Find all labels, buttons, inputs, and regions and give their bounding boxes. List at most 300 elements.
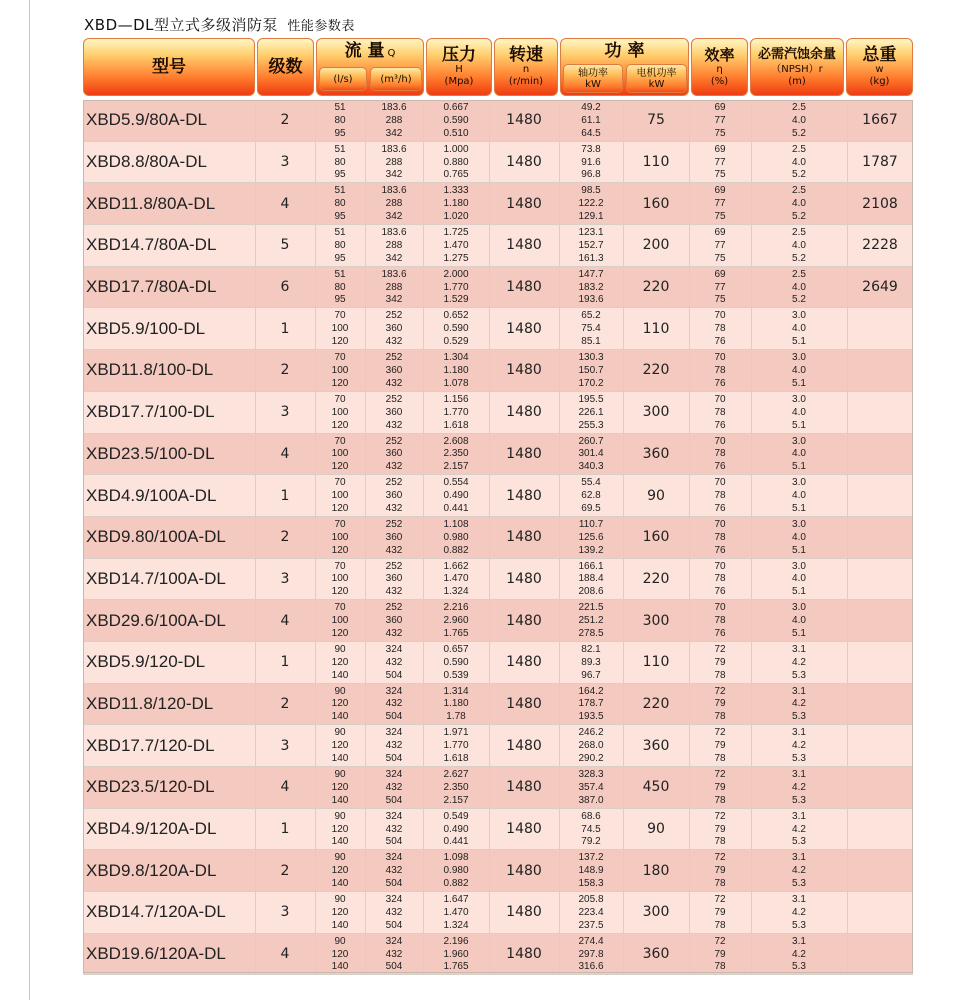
flow-m3h-value: 324 (385, 769, 403, 780)
efficiency-cell (689, 642, 751, 683)
efficiency-value: 76 (714, 336, 726, 348)
speed-cell: 1480 (506, 404, 542, 421)
shaft-power-value: 297.8 (578, 948, 604, 960)
npsh-value: 4.0 (792, 239, 806, 251)
efficiency-value: 69 (714, 102, 726, 113)
motor-power-cell: 90 (647, 821, 665, 838)
npsh-value: 5.3 (792, 711, 806, 723)
flow-m3h-value: 504 (385, 836, 403, 848)
shaft-power-value: 193.5 (578, 711, 604, 723)
efficiency-value: 78 (714, 406, 726, 418)
speed-cell: 1480 (506, 654, 542, 671)
head-value: 0.441 (443, 502, 469, 514)
flow-m3h-cell (365, 517, 423, 558)
npsh-value: 4.0 (792, 198, 806, 210)
efficiency-value: 78 (714, 615, 726, 627)
flow-ls-cell (315, 350, 365, 391)
stages-cell: 4 (280, 612, 290, 629)
head-value: 2.350 (443, 448, 469, 460)
efficiency-value: 70 (714, 560, 726, 572)
npsh-value: 5.2 (792, 127, 806, 139)
flow-ls-cell (315, 809, 365, 850)
flow-ls-value: 70 (334, 560, 346, 572)
flow-ls-value: 100 (331, 615, 349, 627)
flow-ls-cell (315, 892, 365, 933)
npsh-value: 3.0 (792, 310, 806, 322)
table-row (83, 934, 913, 976)
flow-m3h-value: 432 (385, 544, 403, 556)
flow-ls-value: 70 (334, 518, 346, 530)
flow-ls-value: 120 (331, 656, 349, 668)
motor-power-cell: 220 (642, 695, 670, 712)
npsh-value: 3.1 (792, 727, 806, 739)
flow-m3h-value: 504 (385, 669, 403, 681)
weight-cell (847, 809, 913, 850)
efficiency-value: 78 (714, 794, 726, 806)
table-row (83, 100, 913, 142)
npsh-value: 3.1 (792, 935, 806, 947)
head-cell (423, 517, 489, 558)
flow-ls-value: 70 (334, 352, 346, 364)
shaft-power-cell (559, 600, 623, 641)
flow-ls-value: 120 (331, 740, 349, 752)
flow-m3h-cell (365, 642, 423, 683)
weight-cell: 2108 (862, 195, 898, 212)
flow-m3h-value: 183.6 (381, 102, 407, 113)
speed-cell: 1480 (506, 779, 542, 796)
flow-ls-value: 90 (334, 894, 346, 906)
speed-cell: 1480 (506, 195, 542, 212)
efficiency-value: 75 (714, 252, 726, 264)
flow-ls-value: 120 (331, 906, 349, 918)
head-cell (423, 142, 489, 183)
table-row (83, 350, 913, 392)
head-cell (423, 684, 489, 725)
weight-cell (847, 392, 913, 433)
shaft-power-cell (559, 850, 623, 891)
flow-ls-value: 140 (331, 669, 349, 681)
npsh-value: 4.2 (792, 740, 806, 752)
shaft-power-value: 96.8 (581, 169, 601, 181)
table-row (83, 767, 913, 809)
stages-cell: 2 (280, 529, 290, 546)
flow-m3h-value: 288 (385, 239, 403, 251)
flow-m3h-value: 360 (385, 490, 403, 502)
flow-m3h-value: 432 (385, 906, 403, 918)
speed-cell: 1480 (506, 737, 542, 754)
page-left-rule (29, 0, 30, 1000)
efficiency-value: 79 (714, 823, 726, 835)
speed-cell: 1480 (506, 529, 542, 546)
flow-ls-value: 120 (331, 627, 349, 639)
flow-ls-value: 80 (334, 114, 346, 126)
npsh-value: 4.0 (792, 364, 806, 376)
efficiency-cell (689, 434, 751, 475)
flow-ls-value: 90 (334, 935, 346, 947)
model-cell: XBD14.7/80A-DL (86, 235, 217, 255)
flow-ls-value: 80 (334, 281, 346, 293)
head-value: 1.770 (443, 406, 469, 418)
header-head-symbol: H (455, 64, 463, 75)
flow-m3h-value: 432 (385, 502, 403, 514)
head-value: 1.000 (443, 143, 469, 155)
column-divider (255, 100, 256, 973)
flow-ls-value: 51 (334, 143, 346, 155)
shaft-power-value: 251.2 (578, 615, 604, 627)
speed-cell: 1480 (506, 362, 542, 379)
header-power-label: 功 率 (604, 41, 645, 61)
flow-m3h-value: 432 (385, 656, 403, 668)
model-cell: XBD17.7/80A-DL (86, 277, 217, 297)
head-value: 1.470 (443, 906, 469, 918)
flow-m3h-value: 432 (385, 823, 403, 835)
shaft-power-cell (559, 684, 623, 725)
efficiency-value: 79 (714, 781, 726, 793)
speed-cell: 1480 (506, 279, 542, 296)
flow-m3h-value: 360 (385, 364, 403, 376)
shaft-power-value: 340.3 (578, 461, 604, 473)
flow-ls-cell (315, 850, 365, 891)
motor-power-cell: 160 (642, 195, 670, 212)
header-shaft-power-label: 轴功率 (578, 67, 608, 79)
npsh-cell (751, 475, 847, 516)
flow-ls-value: 100 (331, 406, 349, 418)
performance-table (83, 100, 913, 975)
efficiency-value: 76 (714, 586, 726, 598)
efficiency-value: 70 (714, 477, 726, 489)
flow-m3h-value: 183.6 (381, 268, 407, 280)
efficiency-value: 78 (714, 573, 726, 585)
head-value: 2.960 (443, 615, 469, 627)
shaft-power-value: 73.8 (581, 143, 601, 155)
weight-cell (847, 308, 913, 349)
efficiency-value: 72 (714, 769, 726, 780)
motor-power-cell: 180 (642, 862, 670, 879)
head-cell (423, 392, 489, 433)
npsh-value: 4.2 (792, 948, 806, 960)
table-row (83, 267, 913, 309)
flow-m3h-cell (365, 767, 423, 808)
head-value: 2.216 (443, 602, 469, 614)
flow-ls-cell (315, 600, 365, 641)
npsh-cell (751, 308, 847, 349)
header-efficiency-label: 效率 (704, 46, 735, 64)
efficiency-value: 76 (714, 502, 726, 514)
column-divider (847, 100, 848, 973)
flow-m3h-value: 324 (385, 810, 403, 822)
efficiency-value: 75 (714, 169, 726, 181)
weight-cell (847, 475, 913, 516)
flow-ls-value: 51 (334, 185, 346, 197)
npsh-cell (751, 725, 847, 766)
flow-m3h-value: 432 (385, 461, 403, 473)
npsh-value: 4.2 (792, 823, 806, 835)
head-value: 0.539 (443, 669, 469, 681)
motor-power-cell: 110 (642, 320, 670, 337)
flow-ls-value: 140 (331, 919, 349, 931)
flow-ls-value: 51 (334, 227, 346, 239)
stages-cell: 4 (280, 445, 290, 462)
shaft-power-value: 316.6 (578, 961, 604, 973)
head-value: 1.618 (443, 419, 469, 431)
header-motor-power-label: 电机功率 (636, 67, 677, 79)
flow-m3h-value: 288 (385, 281, 403, 293)
motor-power-cell: 75 (647, 112, 665, 129)
flow-ls-value: 95 (334, 294, 346, 306)
shaft-power-value: 96.7 (581, 669, 601, 681)
shaft-power-cell (559, 350, 623, 391)
head-value: 1.971 (443, 727, 469, 739)
flow-m3h-cell (365, 892, 423, 933)
header-head-unit: (Mpa) (444, 76, 474, 87)
motor-power-cell: 110 (642, 654, 670, 671)
shaft-power-cell (559, 183, 623, 224)
weight-cell (847, 350, 913, 391)
flow-ls-value: 70 (334, 435, 346, 447)
head-value: 0.510 (443, 127, 469, 139)
motor-power-cell: 90 (647, 487, 665, 504)
shaft-power-cell (559, 100, 623, 141)
table-row (83, 809, 913, 851)
flow-ls-cell (315, 183, 365, 224)
column-divider (315, 100, 316, 973)
weight-cell: 2228 (862, 237, 898, 254)
flow-m3h-value: 288 (385, 114, 403, 126)
flow-m3h-value: 504 (385, 711, 403, 723)
flow-m3h-value: 360 (385, 615, 403, 627)
npsh-cell (751, 100, 847, 141)
flow-m3h-value: 432 (385, 781, 403, 793)
flow-ls-value: 90 (334, 685, 346, 697)
npsh-cell (751, 392, 847, 433)
efficiency-value: 79 (714, 656, 726, 668)
flow-m3h-value: 252 (385, 393, 403, 405)
flow-ls-value: 95 (334, 169, 346, 181)
motor-power-cell: 220 (642, 362, 670, 379)
header-flow-m3h-label: (m³/h) (380, 73, 412, 85)
efficiency-value: 77 (714, 156, 726, 168)
flow-ls-value: 90 (334, 852, 346, 864)
shaft-power-cell (559, 934, 623, 975)
npsh-value: 4.2 (792, 698, 806, 710)
header-weight (846, 38, 913, 96)
npsh-value: 4.0 (792, 281, 806, 293)
shaft-power-value: 290.2 (578, 753, 604, 764)
flow-ls-cell (315, 517, 365, 558)
npsh-value: 5.3 (792, 669, 806, 681)
header-head (426, 38, 492, 96)
npsh-value: 5.1 (792, 586, 806, 598)
model-cell: XBD11.8/80A-DL (86, 193, 216, 213)
efficiency-cell (689, 934, 751, 975)
npsh-cell (751, 517, 847, 558)
head-value: 0.765 (443, 169, 469, 181)
efficiency-value: 78 (714, 364, 726, 376)
weight-cell: 2649 (862, 279, 898, 296)
header-flow-label: 流 量 (344, 41, 385, 61)
flow-ls-cell (315, 684, 365, 725)
shaft-power-value: 130.3 (578, 352, 604, 364)
shaft-power-value: 122.2 (578, 198, 604, 210)
flow-ls-value: 95 (334, 211, 346, 223)
table-row (83, 850, 913, 892)
efficiency-value: 76 (714, 461, 726, 473)
head-value: 2.627 (443, 769, 469, 780)
efficiency-value: 79 (714, 698, 726, 710)
shaft-power-value: 61.1 (581, 114, 601, 126)
shaft-power-value: 246.2 (578, 727, 604, 739)
shaft-power-value: 85.1 (581, 336, 601, 348)
npsh-value: 2.5 (792, 143, 806, 155)
head-value: 2.157 (443, 794, 469, 806)
efficiency-value: 70 (714, 602, 726, 614)
model-cell: XBD17.7/120-DL (86, 735, 215, 755)
head-cell (423, 642, 489, 683)
flow-ls-value: 51 (334, 268, 346, 280)
flow-ls-value: 100 (331, 573, 349, 585)
head-cell (423, 225, 489, 266)
npsh-value: 2.5 (792, 227, 806, 239)
head-cell (423, 767, 489, 808)
flow-m3h-value: 504 (385, 919, 403, 931)
flow-ls-value: 120 (331, 698, 349, 710)
flow-ls-cell (315, 308, 365, 349)
flow-m3h-cell (365, 267, 423, 308)
efficiency-value: 69 (714, 268, 726, 280)
flow-m3h-value: 504 (385, 878, 403, 890)
efficiency-cell (689, 142, 751, 183)
shaft-power-value: 161.3 (578, 252, 604, 264)
stages-cell: 2 (280, 862, 290, 879)
head-value: 0.657 (443, 643, 469, 655)
speed-cell: 1480 (506, 445, 542, 462)
npsh-value: 3.1 (792, 894, 806, 906)
npsh-value: 4.0 (792, 615, 806, 627)
shaft-power-cell (559, 225, 623, 266)
flow-ls-cell (315, 100, 365, 141)
weight-cell (847, 684, 913, 725)
efficiency-value: 79 (714, 906, 726, 918)
npsh-cell (751, 183, 847, 224)
flow-ls-value: 51 (334, 102, 346, 113)
column-divider (489, 100, 490, 973)
shaft-power-value: 183.2 (578, 281, 604, 293)
header-weight-symbol: w (875, 64, 884, 75)
flow-m3h-cell (365, 809, 423, 850)
subtitle-text: 性能参数表 (287, 19, 355, 34)
weight-cell (847, 642, 913, 683)
head-cell (423, 183, 489, 224)
npsh-value: 5.2 (792, 211, 806, 223)
efficiency-value: 69 (714, 143, 726, 155)
npsh-cell (751, 767, 847, 808)
shaft-power-cell (559, 142, 623, 183)
speed-cell: 1480 (506, 237, 542, 254)
head-value: 1.098 (443, 852, 469, 864)
shaft-power-value: 205.8 (578, 894, 604, 906)
header-efficiency-unit: (%) (710, 76, 729, 87)
npsh-cell (751, 434, 847, 475)
flow-m3h-value: 432 (385, 865, 403, 877)
npsh-value: 5.3 (792, 961, 806, 973)
header-npsh (750, 38, 844, 96)
efficiency-value: 69 (714, 227, 726, 239)
head-value: 1.470 (443, 573, 469, 585)
head-value: 1.275 (443, 252, 469, 264)
flow-m3h-value: 432 (385, 948, 403, 960)
stages-cell: 3 (280, 154, 290, 171)
stages-cell: 4 (280, 779, 290, 796)
flow-m3h-value: 360 (385, 573, 403, 585)
npsh-value: 5.1 (792, 627, 806, 639)
model-cell: XBD9.8/120A-DL (86, 860, 217, 880)
flow-m3h-value: 504 (385, 961, 403, 973)
flow-m3h-value: 504 (385, 753, 403, 764)
shaft-power-value: 208.6 (578, 586, 604, 598)
shaft-power-value: 69.5 (581, 502, 601, 514)
flow-ls-value: 140 (331, 711, 349, 723)
flow-m3h-cell (365, 850, 423, 891)
model-cell: XBD14.7/120A-DL (86, 902, 226, 922)
head-value: 0.441 (443, 836, 469, 848)
head-value: 2.196 (443, 935, 469, 947)
npsh-value: 3.1 (792, 643, 806, 655)
stages-cell: 4 (280, 195, 290, 212)
flow-ls-value: 70 (334, 393, 346, 405)
npsh-value: 4.0 (792, 490, 806, 502)
flow-m3h-value: 360 (385, 323, 403, 335)
shaft-power-value: 74.5 (581, 823, 601, 835)
flow-m3h-cell (365, 934, 423, 975)
efficiency-value: 78 (714, 836, 726, 848)
table-row (83, 600, 913, 642)
npsh-cell (751, 350, 847, 391)
shaft-power-value: 260.7 (578, 435, 604, 447)
flow-m3h-value: 342 (385, 211, 403, 223)
flow-ls-value: 100 (331, 323, 349, 335)
shaft-power-cell (559, 434, 623, 475)
stages-cell: 1 (280, 654, 290, 671)
header-efficiency-symbol: η (716, 64, 723, 75)
efficiency-value: 75 (714, 211, 726, 223)
table-row (83, 142, 913, 184)
head-cell (423, 267, 489, 308)
npsh-value: 5.2 (792, 294, 806, 306)
motor-power-cell: 360 (642, 737, 670, 754)
flow-ls-value: 90 (334, 643, 346, 655)
head-value: 1.529 (443, 294, 469, 306)
npsh-value: 5.3 (792, 878, 806, 890)
npsh-cell (751, 642, 847, 683)
flow-ls-cell (315, 142, 365, 183)
flow-m3h-value: 183.6 (381, 185, 407, 197)
stages-cell: 2 (280, 112, 290, 129)
efficiency-value: 77 (714, 281, 726, 293)
flow-ls-value: 140 (331, 753, 349, 764)
head-value: 0.880 (443, 156, 469, 168)
header-head-label: 压力 (442, 45, 476, 65)
shaft-power-value: 357.4 (578, 781, 604, 793)
model-cell: XBD5.9/120-DL (86, 652, 206, 672)
efficiency-value: 78 (714, 878, 726, 890)
header-speed (494, 38, 558, 96)
motor-power-cell: 220 (642, 279, 670, 296)
head-value: 0.667 (443, 102, 469, 113)
table-row (83, 892, 913, 934)
npsh-cell (751, 225, 847, 266)
head-value: 1.78 (446, 711, 466, 723)
flow-m3h-cell (365, 308, 423, 349)
